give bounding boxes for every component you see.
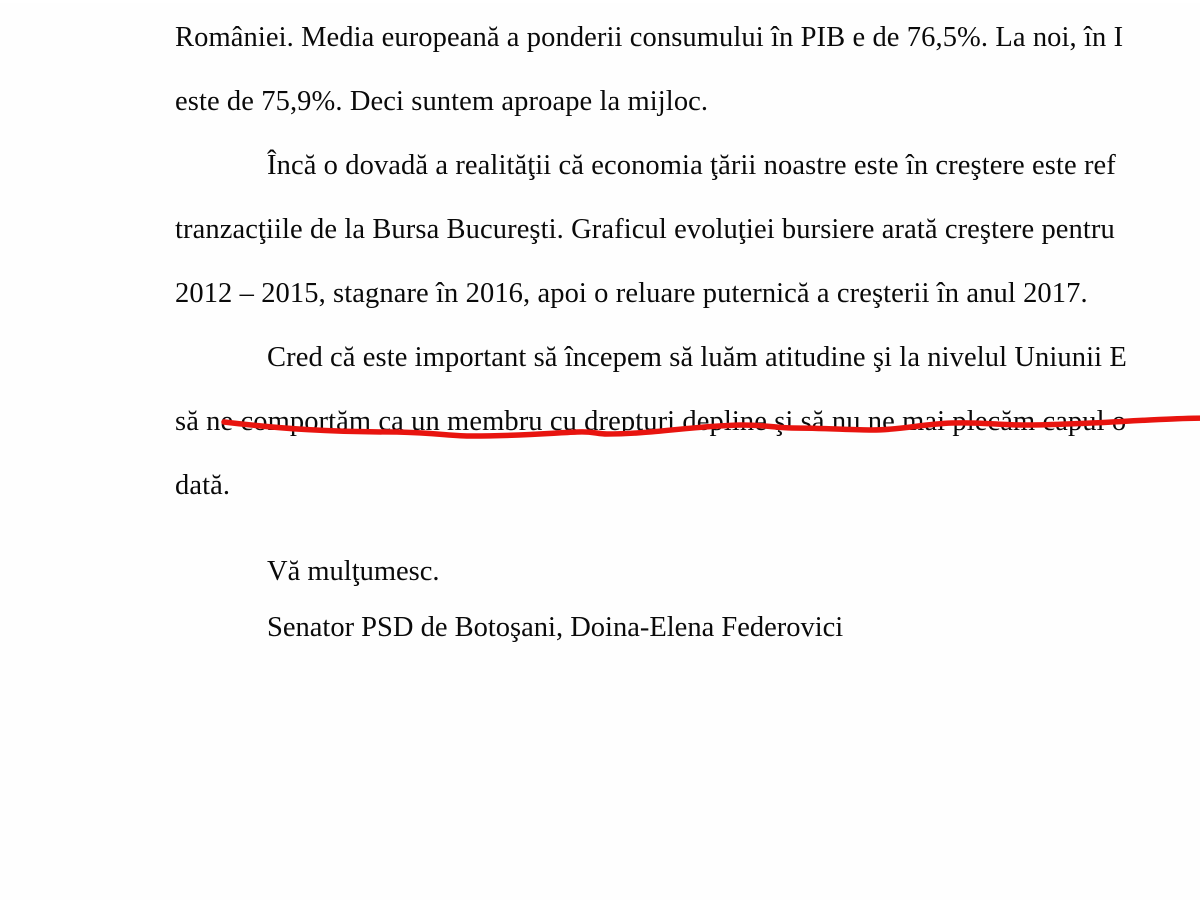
paragraph-line: României. Media europeană a ponderii consumului în PIB e de 76,5%. La noi, în I bbox=[175, 22, 1124, 53]
closing-thanks: Vă mulţumesc. bbox=[267, 556, 440, 587]
paragraph-line: tranzacţiile de la Bursa Bucureşti. Graficul evoluţiei bursiere arată creştere pentru bbox=[175, 214, 1115, 245]
paragraph-line-underlined: să ne comportăm ca un membru cu drepturi depline şi să nu ne mai plecăm capul o bbox=[175, 406, 1127, 437]
paragraph-line: Cred că este important să începem să luăm atitudine şi la nivelul Uniunii E bbox=[267, 342, 1127, 373]
paragraph-line: dată. bbox=[175, 470, 231, 501]
paragraph-line: este de 75,9%. Deci suntem aproape la mijloc. bbox=[175, 86, 709, 117]
signature-line: Senator PSD de Botoşani, Doina-Elena Federovici bbox=[267, 612, 844, 643]
paragraph-line: 2012 – 2015, stagnare în 2016, apoi o reluare puternică a creşterii în anul 2017. bbox=[175, 278, 1088, 309]
closing-block bbox=[0, 544, 1200, 656]
paragraph-line: Încă o dovadă a realităţii că economia ţării noastre este în creştere este ref bbox=[267, 150, 1116, 181]
